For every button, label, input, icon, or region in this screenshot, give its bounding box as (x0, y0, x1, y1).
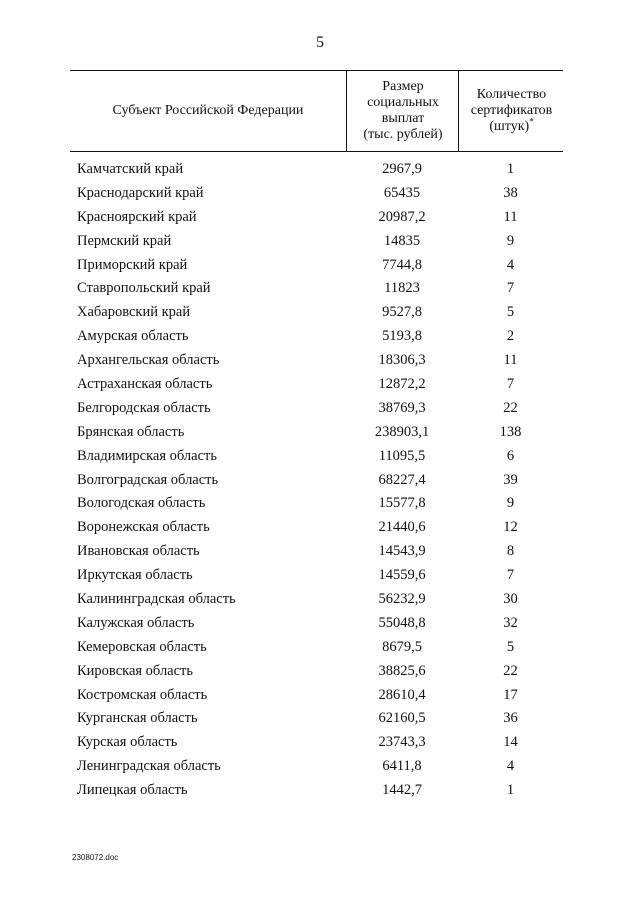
row-count: 1 (506, 782, 515, 799)
table-row (70, 254, 563, 278)
row-amount: 20987,2 (378, 208, 426, 225)
row-subject-name: Владимирская область (77, 447, 217, 464)
row-count: 11 (503, 352, 518, 369)
row-subject-name: Хабаровский край (77, 304, 191, 321)
header-subject (70, 71, 346, 151)
row-amount: 14559,6 (378, 567, 426, 584)
row-count: 9 (506, 232, 515, 249)
table-row (70, 540, 563, 564)
row-amount: 38825,6 (378, 662, 426, 679)
row-count: 14 (503, 734, 518, 751)
footnote-mark: * (529, 116, 534, 127)
row-count: 36 (503, 710, 518, 727)
page-number: 5 (316, 34, 324, 51)
row-subject-name: Иркутская область (77, 567, 193, 584)
row-subject-name: Ленинградская область (77, 758, 221, 775)
table-row (70, 325, 563, 349)
row-subject-name: Белгородская область (77, 399, 211, 416)
row-subject-name: Пермский край (77, 232, 172, 249)
row-subject-name: Архангельская область (77, 352, 220, 369)
table-row (70, 349, 563, 373)
table-row (70, 158, 563, 182)
table-body (70, 158, 563, 803)
row-subject-name: Вологодская область (77, 495, 206, 512)
row-count: 6 (506, 447, 515, 464)
row-amount: 7744,8 (382, 256, 422, 273)
table-row (70, 373, 563, 397)
row-subject-name: Костромская область (77, 686, 208, 703)
row-count: 38 (503, 184, 518, 201)
row-subject-name: Липецкая область (77, 782, 188, 799)
row-amount: 62160,5 (378, 710, 426, 727)
row-amount: 2967,9 (382, 161, 422, 177)
row-subject-name: Кировская область (77, 662, 194, 679)
row-amount: 18306,3 (378, 352, 426, 369)
row-amount: 11095,5 (378, 447, 426, 464)
row-amount: 28610,4 (378, 686, 426, 703)
table-row (70, 206, 563, 230)
row-subject-name: Камчатский край (77, 161, 184, 177)
row-count: 7 (506, 376, 515, 393)
row-count: 39 (503, 471, 518, 488)
row-count: 22 (503, 399, 518, 416)
table-row (70, 660, 563, 684)
row-count: 5 (506, 638, 515, 655)
row-subject-name: Калининградская область (77, 591, 236, 608)
row-count: 138 (499, 423, 522, 440)
table-row (70, 779, 563, 803)
row-count: 8 (506, 543, 515, 560)
row-subject-name: Ставропольский край (77, 280, 211, 297)
table-row (70, 397, 563, 421)
row-count: 11 (503, 208, 518, 225)
row-subject-name: Воронежская область (77, 519, 210, 536)
row-amount: 8679,5 (382, 638, 422, 655)
row-subject-name: Волгоградская область (77, 471, 219, 488)
row-subject-name: Ивановская область (77, 543, 200, 560)
row-count: 4 (506, 256, 515, 273)
row-amount: 68227,4 (378, 471, 426, 488)
row-count: 22 (503, 662, 518, 679)
table-row (70, 516, 563, 540)
row-amount: 23743,3 (378, 734, 426, 751)
row-amount: 6411,8 (382, 758, 422, 775)
row-amount: 55048,8 (378, 614, 426, 631)
row-count: 5 (506, 304, 515, 321)
row-count: 32 (503, 614, 518, 631)
table-row (70, 469, 563, 493)
row-count: 7 (506, 280, 515, 297)
row-subject-name: Калужская область (77, 614, 195, 631)
row-amount: 21440,6 (378, 519, 426, 536)
row-subject-name: Курганская область (77, 710, 198, 727)
table-row (70, 564, 563, 588)
row-amount: 56232,9 (378, 591, 426, 608)
row-amount: 14835 (383, 232, 421, 249)
table-row (70, 612, 563, 636)
table-row (70, 755, 563, 779)
row-subject-name: Брянская область (77, 423, 185, 440)
row-amount: 1442,7 (382, 782, 422, 799)
table-row (70, 636, 563, 660)
row-count: 4 (506, 758, 515, 775)
row-amount: 5193,8 (382, 328, 422, 345)
table-row (70, 492, 563, 516)
header-amount-label: Размер социальных выплат (тыс. рублей) (363, 79, 443, 142)
row-subject-name: Амурская область (77, 328, 189, 345)
row-amount: 12872,2 (378, 376, 426, 393)
table-row (70, 707, 563, 731)
table-row (70, 421, 563, 445)
table-header (70, 70, 563, 152)
row-subject-name: Астраханская область (77, 376, 213, 393)
header-count (458, 71, 564, 151)
row-amount: 38769,3 (378, 399, 426, 416)
header-subject-label: Субъект Российской Федерации (112, 103, 304, 118)
table-row (70, 182, 563, 206)
table-row (70, 301, 563, 325)
row-count: 9 (506, 495, 515, 512)
row-count: 12 (503, 519, 518, 536)
table-row (70, 684, 563, 708)
document-id: 2308072.doc (72, 853, 119, 862)
row-count: 1 (506, 161, 515, 177)
row-subject-name: Кемеровская область (77, 638, 207, 655)
row-subject-name: Красноярский край (77, 208, 197, 225)
row-amount: 238903,1 (374, 423, 430, 440)
row-amount: 9527,8 (382, 304, 422, 321)
row-count: 30 (503, 591, 518, 608)
header-amount (346, 71, 459, 151)
row-amount: 14543,9 (378, 543, 426, 560)
row-count: 7 (506, 567, 515, 584)
row-count: 2 (506, 328, 515, 345)
table-row (70, 731, 563, 755)
row-subject-name: Приморский край (77, 256, 188, 273)
row-subject-name: Краснодарский край (77, 184, 204, 201)
table-row (70, 445, 563, 469)
table-row (70, 588, 563, 612)
row-subject-name: Курская область (77, 734, 178, 751)
row-count: 17 (503, 686, 518, 703)
row-amount: 15577,8 (378, 495, 426, 512)
table-row (70, 230, 563, 254)
row-amount: 11823 (384, 280, 420, 297)
table-row (70, 277, 563, 301)
header-count-label: Количество сертификатов (штук)* (470, 87, 553, 134)
row-amount: 65435 (383, 184, 421, 201)
